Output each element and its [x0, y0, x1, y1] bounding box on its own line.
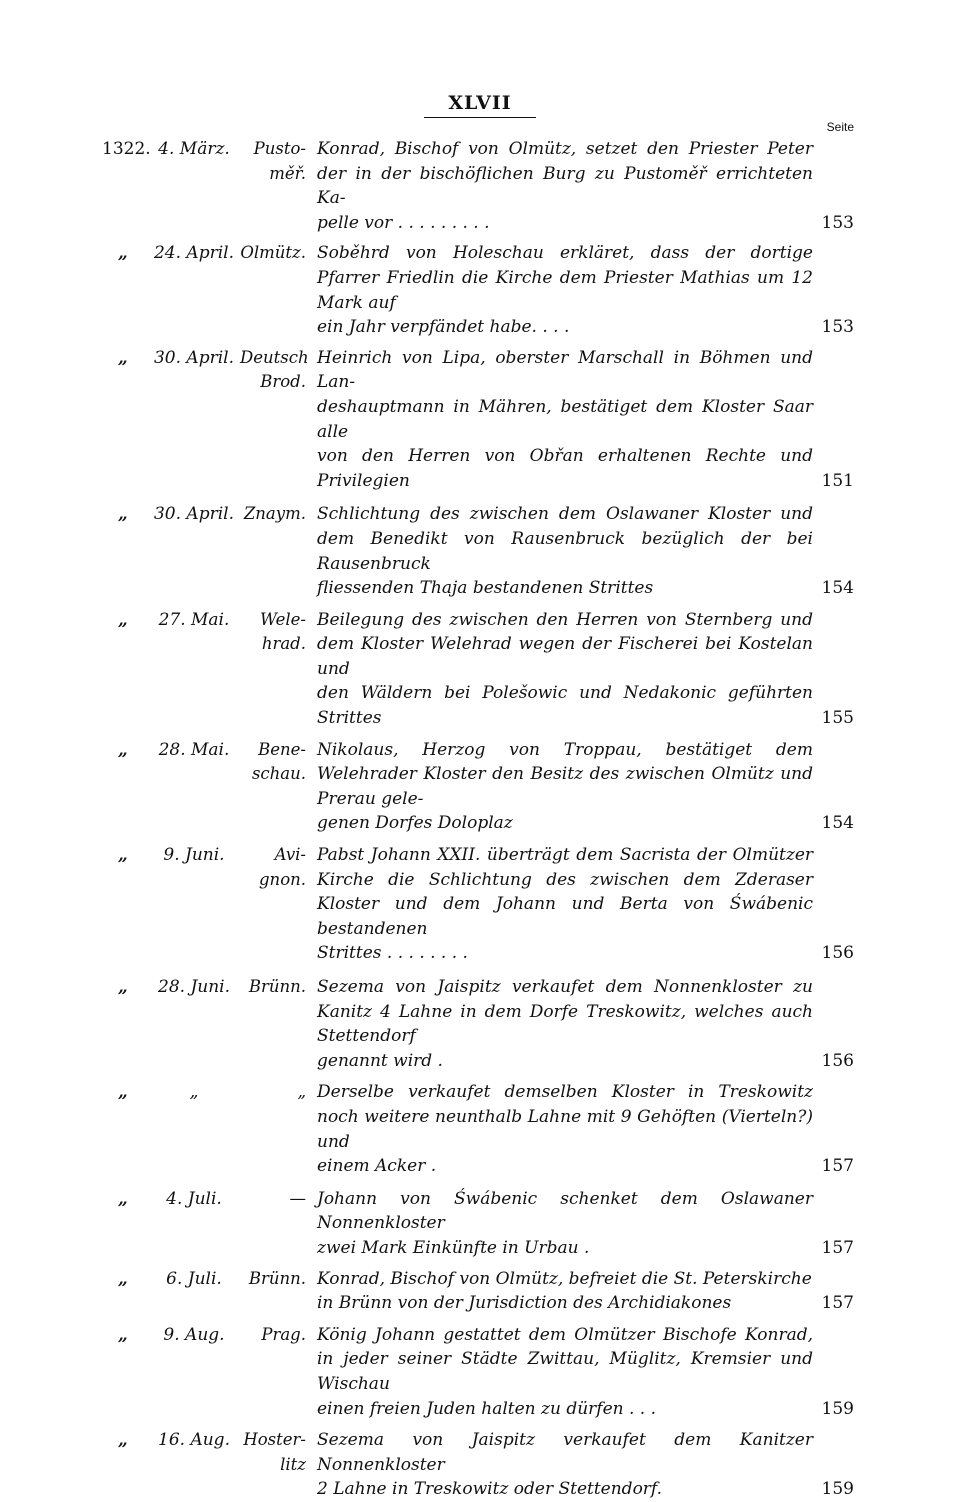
- entry-place: Znaym.: [243, 504, 306, 524]
- entry-date: 4. März.: [158, 139, 230, 159]
- entry-place: Bene- schau.: [251, 739, 306, 784]
- entry-date: 30. April.: [153, 347, 234, 368]
- entry-date: 6. Juli.: [166, 1268, 222, 1289]
- entry-place: Deutsch Brod.: [240, 347, 309, 392]
- register-entry: [0, 346, 960, 494]
- entry-place: Hoster- litz: [243, 1430, 306, 1474]
- entry-page-number: 156: [821, 943, 854, 964]
- entry-text: Konrad, Bischof von Olmütz, befreiet die St. Peterskirche in Brünn von der Jurisdiction des Archidiakones: [317, 1268, 812, 1314]
- ditto-mark-year: „: [118, 1188, 128, 1209]
- ditto-mark-year: „: [118, 845, 128, 866]
- register-entry: [0, 241, 960, 339]
- entry-page-number: 153: [821, 317, 854, 338]
- entry-page-number: 156: [821, 1050, 854, 1071]
- ditto-mark-year: „: [118, 739, 128, 760]
- entry-page-number: 157: [821, 1293, 854, 1314]
- entry-date: 4. Juli.: [166, 1188, 222, 1209]
- register-entries: [0, 137, 960, 1502]
- entry-text: Sezema von Jaispitz verkaufet dem Nonnenkloster zu Kanitz 4 Lahne in dem Dorfe Treskowitz, welches auch Stettendorf genannt wird .: [317, 977, 813, 1071]
- entry-page-number: 154: [821, 813, 854, 834]
- ditto-mark-year: „: [118, 1324, 128, 1345]
- register-entry: [0, 1187, 960, 1261]
- register-entry: [0, 1323, 960, 1421]
- entry-text: Beilegung des zwischen den Herren von Sternberg und dem Kloster Welehrad wegen der Fischerei bei Kostelan und den Wäldern bei Polešowic und Nedakonic geführten Strittes: [317, 609, 813, 729]
- entry-place: Brünn.: [248, 1268, 306, 1288]
- entry-page-number: 155: [821, 708, 854, 729]
- entry-year: 1322.: [102, 139, 151, 159]
- register-entry: [0, 137, 960, 235]
- entry-page-number: 157: [821, 1237, 854, 1258]
- register-entry: [0, 1428, 960, 1502]
- entry-text: Johann von Śwábenic schenket dem Oslawaner Nonnenkloster zwei Mark Einkünfte in Urbau .: [317, 1188, 813, 1258]
- entry-place: Avi- gnon.: [259, 845, 306, 889]
- entry-date: 9. Juni.: [163, 845, 225, 866]
- entry-text: Nikolaus, Herzog von Troppau, bestätiget dem Welehrader Kloster den Besitz des zwischen Olmütz und Prerau gele- genen Dorfes Doloplaz: [317, 739, 813, 834]
- register-entry: [0, 608, 960, 731]
- entry-date: 24. April.: [153, 243, 234, 264]
- register-entry: [0, 1080, 960, 1178]
- entry-text: Soběhrd von Holeschau erkläret, dass der dortige Pfarrer Friedlin die Kirche dem Priester Mathias um 12 Mark auf ein Jahr verpfändet habe. . . .: [317, 243, 813, 338]
- register-entry: [0, 738, 960, 836]
- entry-text: König Johann gestattet dem Olmützer Bischofe Konrad, in jeder seiner Städte Zwittau, Müglitz, Kremsier und Wischau einen freien Juden halten zu dürfen . . .: [317, 1324, 813, 1419]
- entry-date: 28. Mai.: [158, 739, 230, 760]
- ditto-mark-year: „: [118, 1430, 128, 1451]
- entry-date: 28. Juni.: [158, 977, 230, 997]
- ditto-mark-year: „: [118, 347, 128, 368]
- entry-page-number: 157: [821, 1156, 854, 1177]
- entry-place: Olmütz.: [240, 243, 306, 263]
- ditto-mark-place: „: [297, 1082, 306, 1102]
- entry-place: Wele- hrad.: [260, 609, 306, 654]
- register-entry: [0, 502, 960, 600]
- entry-date: 16. Aug.: [158, 1430, 230, 1451]
- entry-page-number: 159: [821, 1479, 854, 1500]
- entry-place: Prag.: [261, 1324, 306, 1344]
- register-entry: [0, 843, 960, 966]
- register-entry: [0, 975, 960, 1073]
- ditto-mark-year: „: [118, 977, 128, 997]
- ditto-mark-year: „: [118, 1082, 128, 1103]
- entry-text: Sezema von Jaispitz verkaufet dem Kanitzer Nonnenkloster 2 Lahne in Treskowitz oder Stettendorf.: [317, 1430, 813, 1500]
- entry-place: Pusto- měř.: [253, 139, 306, 183]
- entry-date: 30. April.: [153, 504, 234, 525]
- entry-place: Brünn.: [248, 977, 306, 996]
- entry-date: 27. Mai.: [158, 609, 230, 630]
- ditto-mark-year: „: [118, 504, 128, 525]
- ditto-mark-year: „: [118, 243, 128, 264]
- roman-page-number: XLVII: [424, 92, 535, 118]
- entry-page-number: 159: [821, 1398, 854, 1419]
- entry-text: Pabst Johann XXII. überträgt dem Sacrista der Olmützer Kirche die Schlichtung des zwischen dem Zderaser Kloster und dem Johann und Berta von Śwábenic bestandenen Strittes . . . . . . . .: [317, 845, 813, 964]
- entry-text: Konrad, Bischof von Olmütz, setzet den Priester Peter der in der bischöflichen Burg zu Pustoměř errichteten Ka- pelle vor . . . . . . . . .: [317, 139, 813, 233]
- register-entry: [0, 1267, 960, 1316]
- seite-column-label: Seite: [826, 120, 854, 134]
- entry-text: Schlichtung des zwischen dem Oslawaner Kloster und dem Benedikt von Rausenbruck bezüglich der bei Rausenbruck fliessenden Thaja bestandenen Strittes: [317, 504, 813, 599]
- entry-page-number: 154: [821, 578, 854, 599]
- entry-page-number: 151: [821, 470, 854, 491]
- entry-date: 9. Aug.: [163, 1324, 225, 1345]
- entry-text: Derselbe verkaufet demselben Kloster in Treskowitz noch weitere neunthalb Lahne mit 9 Gehöften (Vierteln?) und einem Acker .: [317, 1082, 813, 1177]
- page-header: [0, 92, 960, 118]
- ditto-mark-date: „: [189, 1082, 199, 1103]
- ditto-mark-year: „: [118, 609, 128, 630]
- ditto-mark-year: „: [118, 1268, 128, 1289]
- entry-text: Heinrich von Lipa, oberster Marschall in Böhmen und Lan- deshauptmann in Mähren, bestätiget dem Kloster Saar alle von den Herren von Obřan erhaltenen Rechte und Privilegien: [317, 347, 813, 491]
- entry-page-number: 153: [821, 212, 854, 233]
- entry-place-dash: —: [289, 1188, 306, 1208]
